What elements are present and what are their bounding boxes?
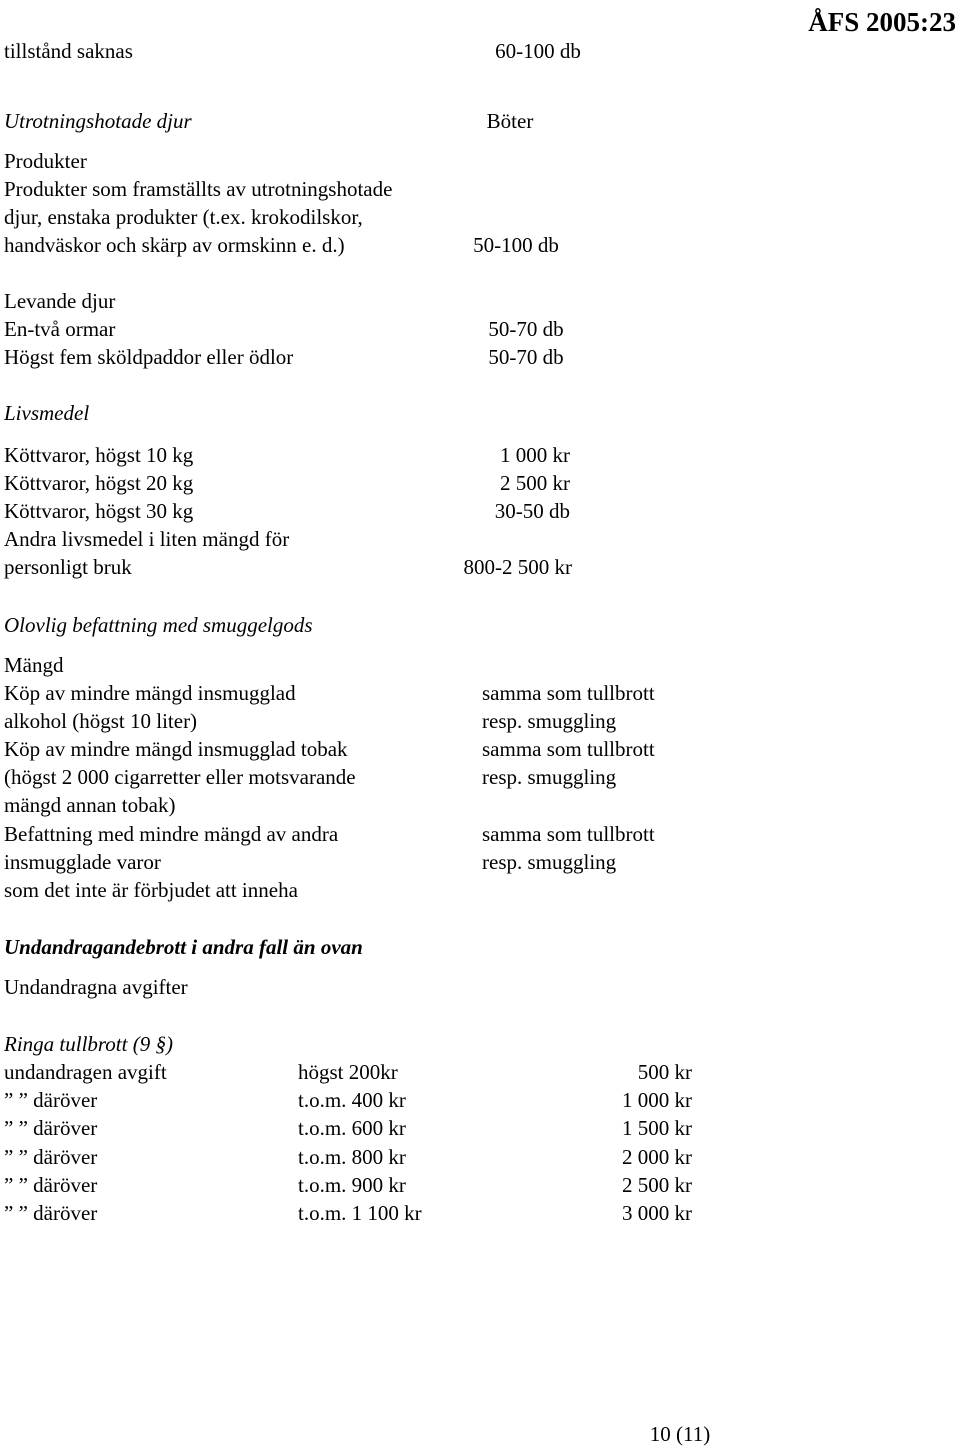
levande-label: Högst fem sköldpaddor eller ödlor bbox=[4, 345, 294, 369]
livsmedel-andra-value: 800-2 500 kr bbox=[463, 555, 572, 579]
ringa-row-fine: 3 000 kr bbox=[622, 1201, 692, 1225]
ringa-row-limit: t.o.m. 1 100 kr bbox=[298, 1201, 422, 1225]
ringa-row-limit: t.o.m. 800 kr bbox=[298, 1145, 406, 1169]
livsmedel-andra-line: personligt bruk bbox=[4, 555, 132, 579]
olovlig-left-line: alkohol (högst 10 liter) bbox=[4, 709, 198, 733]
section-title-olovlig: Olovlig befattning med smuggelgods bbox=[4, 613, 313, 637]
ringa-row-limit: t.o.m. 400 kr bbox=[298, 1088, 406, 1112]
olovlig-left-line: Köp av mindre mängd insmugglad bbox=[4, 681, 296, 705]
ringa-row-label: ” ” däröver bbox=[4, 1201, 98, 1225]
ringa-row-label: ” ” däröver bbox=[4, 1145, 98, 1169]
header-middle-text: 60-100 db bbox=[495, 39, 581, 63]
olovlig-left-line: Befattning med mindre mängd av andra bbox=[4, 822, 339, 846]
levande-heading: Levande djur bbox=[4, 289, 116, 313]
livsmedel-label: Köttvaror, högst 20 kg bbox=[4, 471, 194, 495]
livsmedel-value: 2 500 kr bbox=[500, 471, 570, 495]
levande-label: En-två ormar bbox=[4, 317, 116, 341]
levande-value: 50-70 db bbox=[488, 345, 564, 369]
livsmedel-label: Köttvaror, högst 10 kg bbox=[4, 443, 194, 467]
page-number: 10 (11) bbox=[649, 1422, 711, 1446]
livsmedel-andra-line: Andra livsmedel i liten mängd för bbox=[4, 527, 290, 551]
document-id: ÅFS 2005:23 bbox=[808, 7, 956, 37]
ringa-row-limit: t.o.m. 600 kr bbox=[298, 1116, 406, 1140]
olovlig-left-line: Köp av mindre mängd insmugglad tobak bbox=[4, 737, 348, 761]
header-left-text: tillstånd saknas bbox=[4, 39, 133, 63]
ringa-row-label: ” ” däröver bbox=[4, 1088, 98, 1112]
ringa-row-fine: 2 000 kr bbox=[622, 1145, 692, 1169]
ringa-row-limit: t.o.m. 900 kr bbox=[298, 1173, 406, 1197]
section-title-djur: Utrotningshotade djur bbox=[4, 109, 192, 133]
ringa-row-fine: 1 500 kr bbox=[622, 1116, 692, 1140]
olovlig-left-line: mängd annan tobak) bbox=[4, 793, 176, 817]
olovlig-heading: Mängd bbox=[4, 653, 64, 677]
column-header-boter: Böter bbox=[486, 109, 534, 133]
produkter-heading: Produkter bbox=[4, 149, 87, 173]
ringa-row-label: ” ” däröver bbox=[4, 1173, 98, 1197]
olovlig-right-line: resp. smuggling bbox=[482, 850, 617, 874]
produkter-line: handväskor och skärp av ormskinn e. d.) bbox=[4, 233, 345, 257]
ringa-row-fine: 1 000 kr bbox=[622, 1088, 692, 1112]
produkter-line: djur, enstaka produkter (t.ex. krokodilskor, bbox=[4, 205, 363, 229]
livsmedel-label: Köttvaror, högst 30 kg bbox=[4, 499, 194, 523]
produkter-value: 50-100 db bbox=[473, 233, 559, 257]
olovlig-right-line: samma som tullbrott bbox=[482, 822, 655, 846]
ringa-row-label: undandragen avgift bbox=[4, 1060, 167, 1084]
livsmedel-value: 30-50 db bbox=[494, 499, 570, 523]
section-title-ringa: Ringa tullbrott (9 §) bbox=[4, 1032, 173, 1056]
produkter-line: Produkter som framställts av utrotningshotade bbox=[4, 177, 393, 201]
olovlig-left-line: som det inte är förbjudet att inneha bbox=[4, 878, 298, 902]
olovlig-right-line: resp. smuggling bbox=[482, 765, 617, 789]
olovlig-left-line: insmugglade varor bbox=[4, 850, 161, 874]
olovlig-right-line: samma som tullbrott bbox=[482, 737, 655, 761]
ringa-row-fine: 2 500 kr bbox=[622, 1173, 692, 1197]
livsmedel-value: 1 000 kr bbox=[500, 443, 570, 467]
ringa-row-label: ” ” däröver bbox=[4, 1116, 98, 1140]
section-title-undandragande: Undandragandebrott i andra fall än ovan bbox=[4, 935, 363, 959]
section-title-livsmedel: Livsmedel bbox=[4, 401, 90, 425]
ringa-row-limit: högst 200kr bbox=[298, 1060, 398, 1084]
ringa-row-fine: 500 kr bbox=[637, 1060, 692, 1084]
olovlig-left-line: (högst 2 000 cigarretter eller motsvarande bbox=[4, 765, 356, 789]
olovlig-right-line: resp. smuggling bbox=[482, 709, 617, 733]
olovlig-right-line: samma som tullbrott bbox=[482, 681, 655, 705]
undandragande-subtitle: Undandragna avgifter bbox=[4, 975, 188, 999]
levande-value: 50-70 db bbox=[488, 317, 564, 341]
